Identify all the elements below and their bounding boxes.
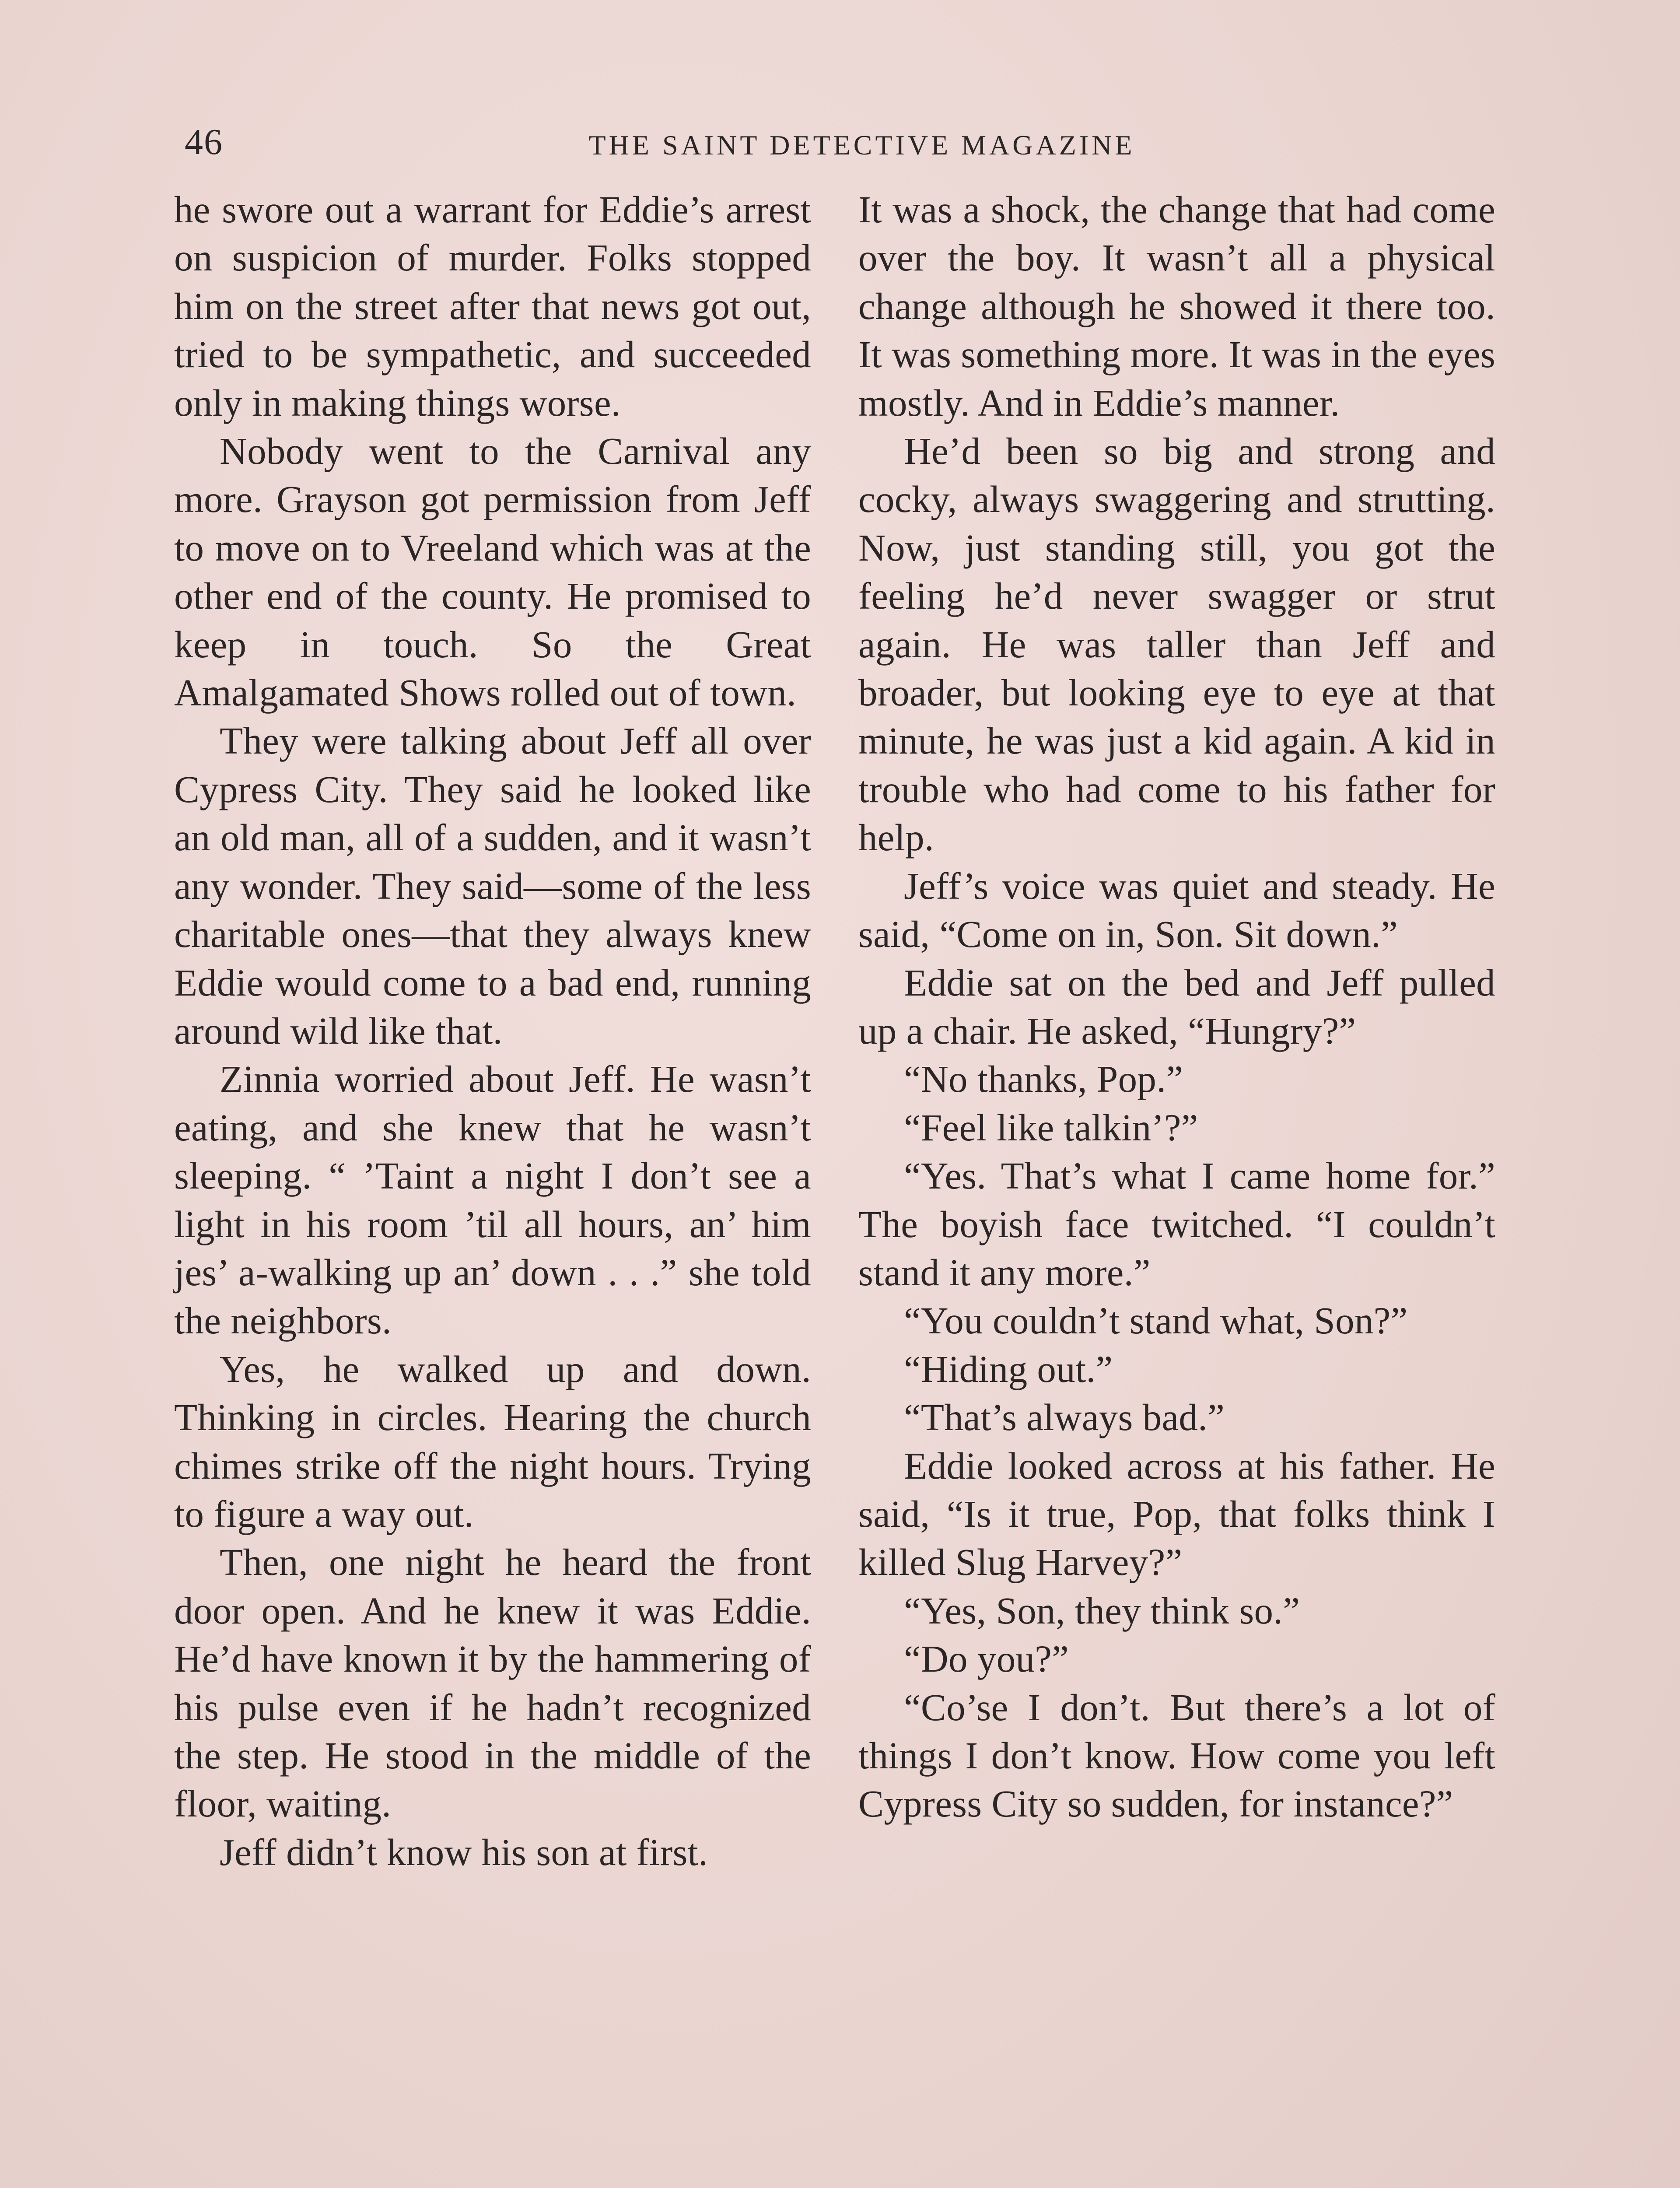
paragraph: Zinnia worried about Jeff. He wasn’t eating, and she knew that he wasn’t sleeping. “ ’Taint a night I don’t see a light in his room ’til all hours, an’ him jes’ a-walking up an’ down . . .” she told the neighbors. <box>174 1058 811 1342</box>
paragraph: Jeff’s voice was quiet and steady. He said, “Come on in, Son. Sit down.” <box>858 864 1495 956</box>
page-header <box>175 118 1514 175</box>
paragraph: he swore out a warrant for Eddie’s arrest on suspicion of murder. Folks stopped him on the street after that news got out, tried to be sympathetic, and succeeded only in making things worse. <box>174 188 811 424</box>
paragraph: “Co’se I don’t. But there’s a lot of things I don’t know. How come you left Cypress City so sudden, for instance?” <box>858 1686 1495 1825</box>
paragraph: They were talking about Jeff all over Cypress City. They said he looked like an old man, all of a sudden, and it wasn’t any wonder. They said—some of the less charitable ones—that they always knew Eddie would come to a bad end, running around wild like that. <box>174 719 811 1052</box>
paragraph: Yes, he walked up and down. Thinking in circles. Hearing the church chimes strike off the night hours. Trying to figure a way out. <box>174 1347 811 1535</box>
paragraph: “That’s always bad.” <box>904 1396 1225 1439</box>
left-text-column <box>174 186 811 1876</box>
right-text-column <box>858 186 1495 1828</box>
paragraph: It was a shock, the change that had come over the boy. It wasn’t all a physical change although he showed it there too. It was something more. It was in the eyes mostly. And in Eddie’s manner. <box>858 188 1495 424</box>
paragraph: “You couldn’t stand what, Son?” <box>904 1299 1408 1342</box>
page-number: 46 <box>185 122 223 162</box>
paragraph: “Do you?” <box>904 1637 1069 1680</box>
magazine-title: THE SAINT DETECTIVE MAGAZINE <box>588 130 1135 161</box>
paragraph: Jeff didn’t know his son at first. <box>220 1830 708 1873</box>
paragraph: “No thanks, Pop.” <box>904 1058 1183 1101</box>
paragraph: “Yes, Son, they think so.” <box>904 1589 1300 1632</box>
paragraph: Then, one night he heard the front door open. And he knew it was Eddie. He’d have known it by the hammering of his pulse even if he hadn’t recognized the step. He stood in the middle of the floor, waiting. <box>174 1541 811 1825</box>
paragraph: Nobody went to the Carnival any more. Grayson got permission from Jeff to move on to Vreeland which was at the other end of the county. He promised to keep in touch. So the Great Amalgamated Shows rolled out of town. <box>174 430 811 714</box>
paragraph: Eddie sat on the bed and Jeff pulled up a chair. He asked, “Hungry?” <box>858 961 1495 1052</box>
paragraph: Eddie looked across at his father. He said, “Is it true, Pop, that folks think I killed Slug Harvey?” <box>858 1444 1495 1584</box>
paragraph: “Hiding out.” <box>904 1347 1113 1390</box>
paragraph: He’d been so big and strong and cocky, always swaggering and strutting. Now, just standing still, you got the feeling he’d never swagger or strut again. He was taller than Jeff and broader, but looking eye to eye at that minute, he was just a kid again. A kid in trouble who had come to his father for help. <box>858 430 1495 859</box>
paragraph: “Feel like talkin’?” <box>904 1106 1198 1149</box>
paragraph: “Yes. That’s what I came home for.” The boyish face twitched. “I couldn’t stand it any more.” <box>858 1154 1495 1294</box>
